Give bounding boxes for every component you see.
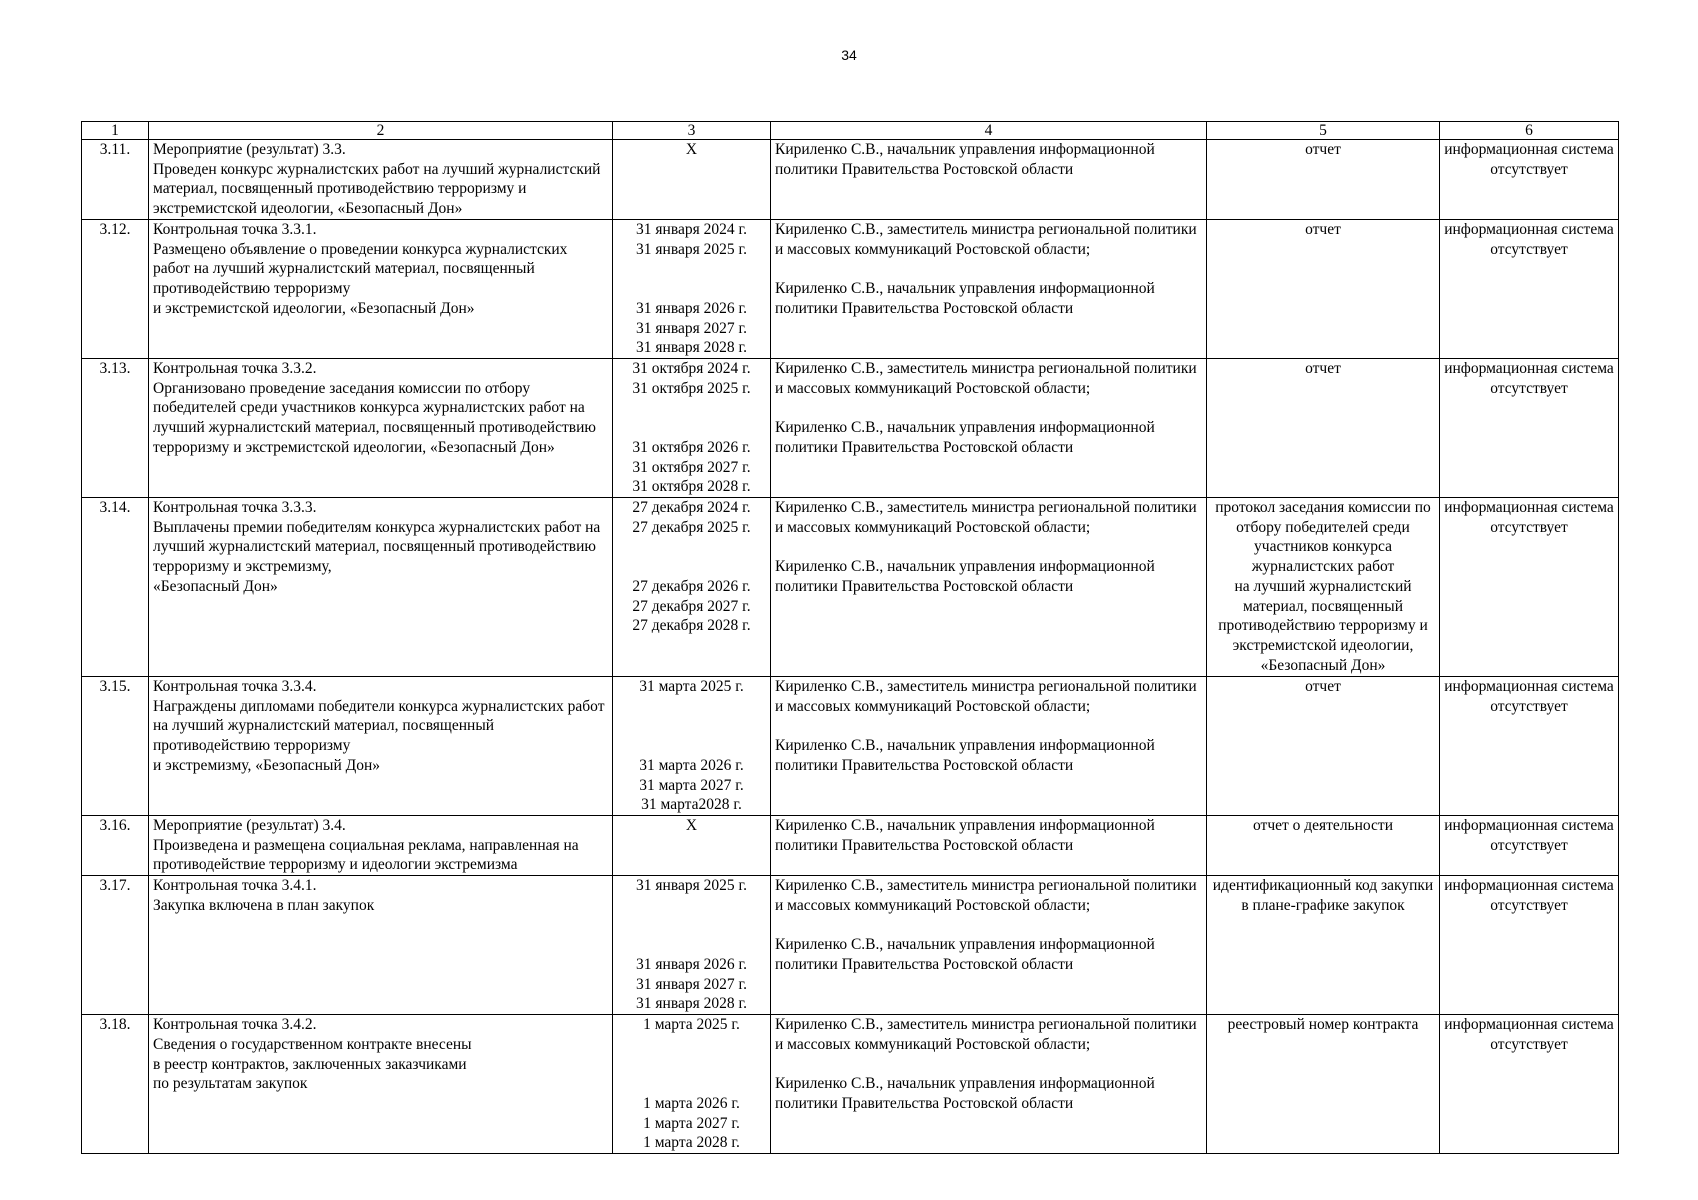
row-system: информационная система отсутствует (1440, 677, 1619, 816)
row-responsible: Кириленко С.В., начальник управления информационной политики Правительства Ростовской области (771, 816, 1207, 876)
row-system: информационная система отсутствует (1440, 816, 1619, 876)
row-dates: 1 марта 2025 г. 1 марта 2026 г. 1 марта 2027 г. 1 марта 2028 г. (613, 1015, 771, 1154)
row-dates: 31 января 2024 г. 31 января 2025 г. 31 января 2026 г. 31 января 2027 г. 31 января 2028 г. (613, 220, 771, 359)
row-document: протокол заседания комиссии по отбору победителей среди участников конкурса журналистских работ на лучший журналистский материал, посвященный противодействию терроризму и экстремистской идеологии, «Безопасный Дон» (1207, 498, 1440, 677)
row-title: Контрольная точка 3.3.2. Организовано проведение заседания комиссии по отбору победителей среди участников конкурса журналистских работ на лучший журналистский материал, посвященный противодействию терроризму и экстремистской идеологии, «Безопасный Дон» (149, 359, 613, 498)
row-title: Контрольная точка 3.3.1. Размещено объявление о проведении конкурса журналистских работ на лучший журналистский материал, посвященный противодействию терроризму и экстремистской идеологии, «Безопасный Дон» (149, 220, 613, 359)
table-row (82, 677, 1619, 816)
row-title: Мероприятие (результат) 3.3. Проведен конкурс журналистских работ на лучший журналистский материал, посвященный противодействию терроризму и экстремистской идеологии, «Безопасный Дон» (149, 140, 613, 220)
row-dates: 27 декабря 2024 г. 27 декабря 2025 г. 27 декабря 2026 г. 27 декабря 2027 г. 27 декабря 2028 г. (613, 498, 771, 677)
row-title: Контрольная точка 3.3.3. Выплачены премии победителям конкурса журналистских работ на лучший журналистский материал, посвященный противодействию терроризму и экстремизму, «Безопасный Дон» (149, 498, 613, 677)
row-number: 3.16. (82, 816, 149, 876)
column-number-1: 1 (82, 122, 149, 140)
table-row (82, 816, 1619, 876)
row-responsible: Кириленко С.В., заместитель министра региональной политики и массовых коммуникаций Ростовской области; Кириленко С.В., начальник управления информационной политики Правительства Ростовской области (771, 359, 1207, 498)
row-system: информационная система отсутствует (1440, 359, 1619, 498)
row-document: отчет о деятельности (1207, 816, 1440, 876)
page-number: 34 (841, 47, 857, 63)
row-responsible: Кириленко С.В., заместитель министра региональной политики и массовых коммуникаций Ростовской области; Кириленко С.В., начальник управления информационной политики Правительства Ростовской области (771, 876, 1207, 1015)
row-document: отчет (1207, 359, 1440, 498)
row-responsible: Кириленко С.В., заместитель министра региональной политики и массовых коммуникаций Ростовской области; Кириленко С.В., начальник управления информационной политики Правительства Ростовской области (771, 677, 1207, 816)
column-number-3: 3 (613, 122, 771, 140)
row-document: отчет (1207, 220, 1440, 359)
row-number: 3.12. (82, 220, 149, 359)
row-document: отчет (1207, 677, 1440, 816)
row-system: информационная система отсутствует (1440, 140, 1619, 220)
row-document: отчет (1207, 140, 1440, 220)
row-system: информационная система отсутствует (1440, 876, 1619, 1015)
table-row (82, 1015, 1619, 1154)
document-table (81, 121, 1619, 1154)
row-number: 3.17. (82, 876, 149, 1015)
row-title: Контрольная точка 3.3.4. Награждены дипломами победители конкурса журналистских работ на лучший журналистский материал, посвященный противодействию терроризму и экстремизму, «Безопасный Дон» (149, 677, 613, 816)
table-header-row (82, 122, 1619, 140)
row-document: реестровый номер контракта (1207, 1015, 1440, 1154)
row-title: Контрольная точка 3.4.1. Закупка включена в план закупок (149, 876, 613, 1015)
row-number: 3.13. (82, 359, 149, 498)
column-number-5: 5 (1207, 122, 1440, 140)
column-number-2: 2 (149, 122, 613, 140)
row-system: информационная система отсутствует (1440, 498, 1619, 677)
row-system: информационная система отсутствует (1440, 220, 1619, 359)
row-number: 3.18. (82, 1015, 149, 1154)
column-number-6: 6 (1440, 122, 1619, 140)
row-title: Мероприятие (результат) 3.4. Произведена и размещена социальная реклама, направленная на противодействие терроризму и идеологии экстремизма (149, 816, 613, 876)
row-responsible: Кириленко С.В., заместитель министра региональной политики и массовых коммуникаций Ростовской области; Кириленко С.В., начальник управления информационной политики Правительства Ростовской области (771, 1015, 1207, 1154)
column-number-4: 4 (771, 122, 1207, 140)
row-dates: Х (613, 816, 771, 876)
row-document: идентификационный код закупки в плане-графике закупок (1207, 876, 1440, 1015)
row-system: информационная система отсутствует (1440, 1015, 1619, 1154)
row-number: 3.15. (82, 677, 149, 816)
row-number: 3.14. (82, 498, 149, 677)
row-dates: 31 марта 2025 г. 31 марта 2026 г. 31 марта 2027 г. 31 марта2028 г. (613, 677, 771, 816)
table-row (82, 140, 1619, 220)
row-dates: 31 января 2025 г. 31 января 2026 г. 31 января 2027 г. 31 января 2028 г. (613, 876, 771, 1015)
table-row (82, 220, 1619, 359)
table-row (82, 498, 1619, 677)
table-row (82, 359, 1619, 498)
row-responsible: Кириленко С.В., начальник управления информационной политики Правительства Ростовской области (771, 140, 1207, 220)
row-title: Контрольная точка 3.4.2. Сведения о государственном контракте внесены в реестр контрактов, заключенных заказчиками по результатам закупок (149, 1015, 613, 1154)
table-row (82, 876, 1619, 1015)
row-dates: Х (613, 140, 771, 220)
row-responsible: Кириленко С.В., заместитель министра региональной политики и массовых коммуникаций Ростовской области; Кириленко С.В., начальник управления информационной политики Правительства Ростовской области (771, 220, 1207, 359)
row-dates: 31 октября 2024 г. 31 октября 2025 г. 31 октября 2026 г. 31 октября 2027 г. 31 октября 2028 г. (613, 359, 771, 498)
row-number: 3.11. (82, 140, 149, 220)
row-responsible: Кириленко С.В., заместитель министра региональной политики и массовых коммуникаций Ростовской области; Кириленко С.В., начальник управления информационной политики Правительства Ростовской области (771, 498, 1207, 677)
